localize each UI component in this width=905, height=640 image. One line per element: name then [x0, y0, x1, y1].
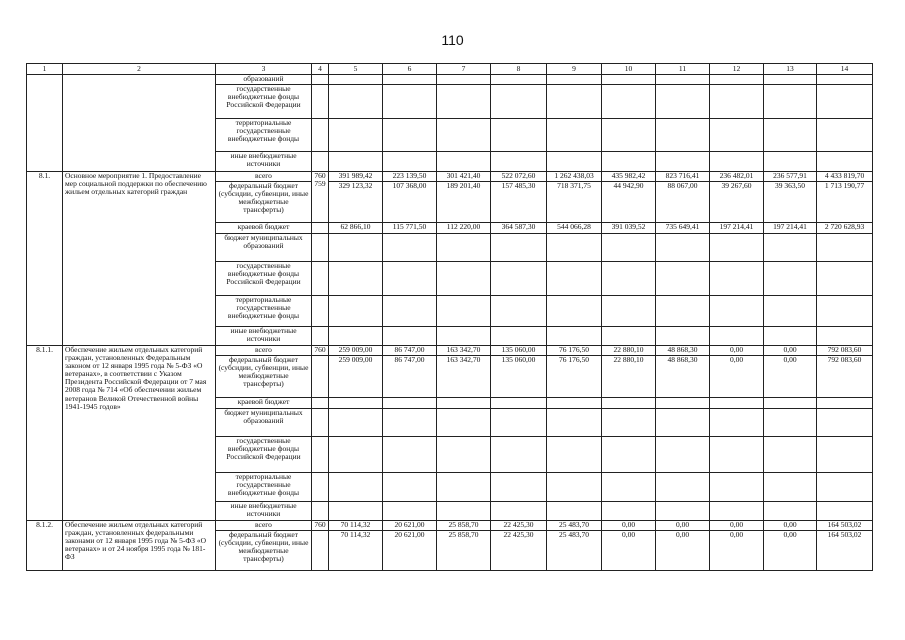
value-cell: 115 771,50	[383, 223, 437, 234]
value-cell: 164 503,02	[817, 521, 873, 531]
value-cell: 0,00	[764, 521, 817, 531]
source-cell: территориальные государственные внебюджетные фонды	[216, 473, 312, 502]
value-cell: 164 503,02	[817, 531, 873, 571]
value-cell: 22 880,10	[602, 346, 656, 356]
source-cell: краевой бюджет	[216, 223, 312, 234]
value-cell: 88 067,00	[656, 182, 710, 223]
source-cell: территориальные государственные внебюджетные фонды	[216, 119, 312, 152]
source-cell: всего	[216, 521, 312, 531]
value-cell: 259 009,00	[329, 346, 383, 356]
value-cell: 197 214,41	[710, 223, 764, 234]
value-cell: 22 425,30	[491, 531, 547, 571]
header-cell: 4	[312, 64, 329, 75]
value-cell: 718 371,75	[547, 182, 602, 223]
value-cell: 735 649,41	[656, 223, 710, 234]
source-cell: иные внебюджетные источники	[216, 502, 312, 521]
description-cell: Основное мероприятие 1. Предоставление мер социальной поддержки по обеспечению жильем отдельных категорий граждан	[63, 172, 216, 346]
value-cell: 22 425,30	[491, 521, 547, 531]
source-cell: краевой бюджет	[216, 398, 312, 409]
value-cell: 135 060,00	[491, 346, 547, 356]
header-cell: 1	[27, 64, 63, 75]
value-cell: 20 621,00	[383, 531, 437, 571]
value-cell: 0,00	[602, 521, 656, 531]
header-cell: 2	[63, 64, 216, 75]
value-cell: 522 072,60	[491, 172, 547, 182]
value-cell: 301 421,40	[437, 172, 491, 182]
value-cell: 112 220,00	[437, 223, 491, 234]
code-cell: 760	[312, 346, 329, 356]
code-value: 759	[314, 179, 326, 189]
value-cell: 823 716,41	[656, 172, 710, 182]
value-cell: 0,00	[710, 521, 764, 531]
value-cell: 544 066,28	[547, 223, 602, 234]
code-cell	[312, 223, 329, 234]
table-row	[27, 172, 873, 182]
header-cell: 11	[656, 64, 710, 75]
value-cell: 135 060,00	[491, 356, 547, 398]
value-cell: 20 621,00	[383, 521, 437, 531]
value-cell: 435 982,42	[602, 172, 656, 182]
source-cell: всего	[216, 346, 312, 356]
source-cell: федеральный бюджет (субсидии, субвенции, иные межбюджетные трансферты)	[216, 531, 312, 571]
value-cell: 0,00	[710, 531, 764, 571]
header-cell: 5	[329, 64, 383, 75]
value-cell: 70 114,32	[329, 521, 383, 531]
value-cell: 0,00	[710, 356, 764, 398]
value-cell: 189 201,40	[437, 182, 491, 223]
source-cell: государственные внебюджетные фонды Российской Федерации	[216, 85, 312, 119]
value-cell: 0,00	[764, 346, 817, 356]
description-cell: Обеспечение жильем отдельных категорий граждан, установленных Федеральным законом от 12 января 1995 года № 5-ФЗ «О ветеранах», в соответствии с Указом Президента Российской Федерации от 7 мая 2008 года № 714 «Об обеспечении жильем ветеранов Великой Отечественной войны 1941-1945 годов»	[63, 346, 216, 521]
header-cell: 13	[764, 64, 817, 75]
code-cell	[312, 172, 329, 223]
source-cell: государственные внебюджетные фонды Российской Федерации	[216, 437, 312, 473]
value-cell: 39 267,60	[710, 182, 764, 223]
header-cell: 9	[547, 64, 602, 75]
value-cell: 0,00	[656, 521, 710, 531]
value-cell: 39 363,50	[764, 182, 817, 223]
value-cell: 391 989,42	[329, 172, 383, 182]
header-cell: 8	[491, 64, 547, 75]
value-cell: 1 262 438,03	[547, 172, 602, 182]
source-cell: территориальные государственные внебюджетные фонды	[216, 296, 312, 327]
value-cell: 792 083,60	[817, 346, 873, 356]
value-cell: 223 139,50	[383, 172, 437, 182]
table-row	[27, 521, 873, 531]
value-cell: 48 868,30	[656, 356, 710, 398]
header-cell: 6	[383, 64, 437, 75]
value-cell: 0,00	[764, 531, 817, 571]
value-cell: 62 866,10	[329, 223, 383, 234]
row-number-cell: 8.1.2.	[27, 521, 63, 571]
value-cell: 163 342,70	[437, 346, 491, 356]
source-cell: федеральный бюджет (субсидии, субвенции, иные межбюджетные трансферты)	[216, 356, 312, 398]
code-cell	[312, 531, 329, 571]
value-cell: 25 483,70	[547, 531, 602, 571]
table-row	[27, 346, 873, 356]
value-cell: 4 433 819,70	[817, 172, 873, 182]
budget-table	[26, 63, 873, 571]
source-cell: государственные внебюджетные фонды Российской Федерации	[216, 262, 312, 296]
value-cell: 329 123,32	[329, 182, 383, 223]
header-cell: 3	[216, 64, 312, 75]
source-cell: иные внебюджетные источники	[216, 152, 312, 172]
value-cell: 0,00	[656, 531, 710, 571]
table-row	[27, 75, 873, 85]
value-cell: 76 176,50	[547, 356, 602, 398]
source-cell: федеральный бюджет (субсидии, субвенции, иные межбюджетные трансферты)	[216, 182, 312, 223]
source-cell: бюджет муниципальных образований	[216, 409, 312, 437]
value-cell: 70 114,32	[329, 531, 383, 571]
value-cell: 792 083,60	[817, 356, 873, 398]
value-cell: 25 858,70	[437, 531, 491, 571]
value-cell: 25 483,70	[547, 521, 602, 531]
header-cell: 7	[437, 64, 491, 75]
code-value: 760	[314, 171, 326, 180]
row-number-cell	[27, 75, 63, 172]
source-cell: иные внебюджетные источники	[216, 327, 312, 346]
value-cell: 236 482,01	[710, 172, 764, 182]
value-cell: 157 485,30	[491, 182, 547, 223]
description-cell	[63, 75, 216, 172]
value-cell: 0,00	[710, 346, 764, 356]
value-cell: 44 942,90	[602, 182, 656, 223]
value-cell: 22 880,10	[602, 356, 656, 398]
page-number: 110	[441, 32, 464, 48]
header-cell: 14	[817, 64, 873, 75]
description-cell: Обеспечение жильем отдельных категорий граждан, установленных федеральными законами от 12 января 1995 года № 5-ФЗ «О ветеранах» и от 24 ноября 1995 года № 181-ФЗ	[63, 521, 216, 571]
code-cell	[312, 356, 329, 398]
value-cell: 391 039,52	[602, 223, 656, 234]
value-cell: 259 009,00	[329, 356, 383, 398]
row-number-cell: 8.1.	[27, 172, 63, 346]
value-cell: 2 720 628,93	[817, 223, 873, 234]
value-cell: 0,00	[764, 356, 817, 398]
value-cell: 48 868,30	[656, 346, 710, 356]
value-cell: 236 577,91	[764, 172, 817, 182]
value-cell: 86 747,00	[383, 346, 437, 356]
value-cell: 76 176,50	[547, 346, 602, 356]
header-cell: 10	[602, 64, 656, 75]
value-cell: 364 587,30	[491, 223, 547, 234]
source-cell: бюджет муниципальных образований	[216, 234, 312, 262]
header-cell: 12	[710, 64, 764, 75]
row-number-cell: 8.1.1.	[27, 346, 63, 521]
value-cell: 1 713 190,77	[817, 182, 873, 223]
value-cell: 107 368,00	[383, 182, 437, 223]
source-cell: всего	[216, 172, 312, 182]
value-cell: 25 858,70	[437, 521, 491, 531]
value-cell: 197 214,41	[764, 223, 817, 234]
value-cell: 86 747,00	[383, 356, 437, 398]
source-cell: образований	[216, 75, 312, 85]
value-cell: 163 342,70	[437, 356, 491, 398]
value-cell: 0,00	[602, 531, 656, 571]
header-row	[27, 64, 873, 75]
code-cell: 760	[312, 521, 329, 531]
